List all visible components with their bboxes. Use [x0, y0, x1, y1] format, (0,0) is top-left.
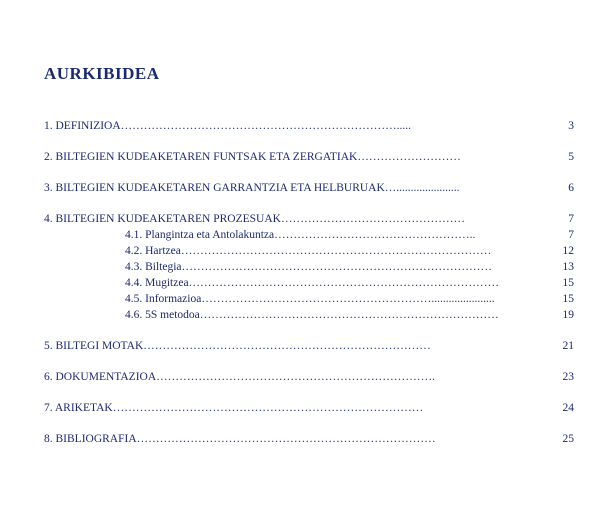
toc-entry-page: 23 — [562, 371, 574, 383]
page-title: AURKIBIDEA — [44, 64, 160, 83]
toc-entry-text: 2. BILTEGIEN KUDEAKETAREN FUNTSAK ETA ZERGATIAK……………………… — [44, 151, 461, 163]
toc-entry-page: 7 — [568, 213, 574, 225]
toc-entry-dokumentazioa[interactable] — [44, 370, 574, 384]
toc-entry-page: 13 — [562, 261, 574, 273]
toc-subentry-biltegia[interactable] — [125, 260, 574, 274]
toc-entry-text: 5. BILTEGI MOTAK………………………………………………………………… — [44, 340, 431, 352]
toc-entry-page: 5 — [568, 151, 574, 163]
toc-entry-page: 15 — [562, 293, 574, 305]
toc-subentry-5s-metodoa[interactable] — [125, 308, 574, 322]
toc-subentry-hartzea[interactable] — [125, 244, 574, 258]
toc-entry-funtsak[interactable] — [44, 150, 574, 164]
toc-entry-text: 4.5. Informazioa……………………………………………………...................... — [125, 293, 495, 305]
toc-entry-text: 4.1. Plangintza eta Antolakuntza…………………………………………….. — [125, 229, 476, 241]
toc-entry-text: 3. BILTEGIEN KUDEAKETAREN GARRANTZIA ETA HELBURUAK…...................... — [44, 182, 460, 194]
toc-entry-bibliografia[interactable] — [44, 432, 574, 446]
toc-entry-page: 21 — [562, 340, 574, 352]
toc-entry-text: 4.3. Biltegia……………………………………………………………………… — [125, 261, 493, 273]
toc-entry-ariketak[interactable] — [44, 401, 574, 415]
toc-entry-definizioa[interactable] — [44, 119, 574, 133]
toc-entry-biltegi-motak[interactable] — [44, 339, 574, 353]
toc-entry-page: 12 — [562, 245, 574, 257]
toc-entry-prozesuak[interactable] — [44, 212, 574, 226]
toc-entry-text: 7. ARIKETAK……………………………………………………………………… — [44, 402, 424, 414]
toc-entry-text: 4.6. 5S metodoa…………………………………………………………………… — [125, 309, 499, 321]
toc-entry-text: 8. BIBLIOGRAFIA…………………………………………………………………… — [44, 433, 436, 445]
toc-entry-text: 4.4. Mugitzea……………………………………………………………………… — [125, 277, 500, 289]
toc-entry-text: 4. BILTEGIEN KUDEAKETAREN PROZESUAK………………………………………… — [44, 213, 465, 225]
toc-entry-page: 15 — [562, 277, 574, 289]
toc-entry-page: 24 — [562, 402, 574, 414]
toc-entry-page: 25 — [562, 433, 574, 445]
toc-entry-page: 19 — [562, 309, 574, 321]
toc-entry-page: 6 — [568, 182, 574, 194]
toc-subentry-plangintza[interactable] — [125, 228, 574, 242]
toc-entry-garrantzia[interactable] — [44, 181, 574, 195]
toc-entry-page: 7 — [568, 229, 574, 241]
toc-subentry-informazioa[interactable] — [125, 292, 574, 306]
toc-entry-text: 1. DEFINIZIOA………………………………………………………………..... — [44, 120, 412, 132]
toc-entry-text: 4.2. Hartzea……………………………………………………………………… — [125, 245, 492, 257]
toc-entry-text: 6. DOKUMENTAZIOA………………………………………………………………. — [44, 371, 436, 383]
toc-subentry-mugitzea[interactable] — [125, 276, 574, 290]
toc-entry-page: 3 — [568, 120, 574, 132]
